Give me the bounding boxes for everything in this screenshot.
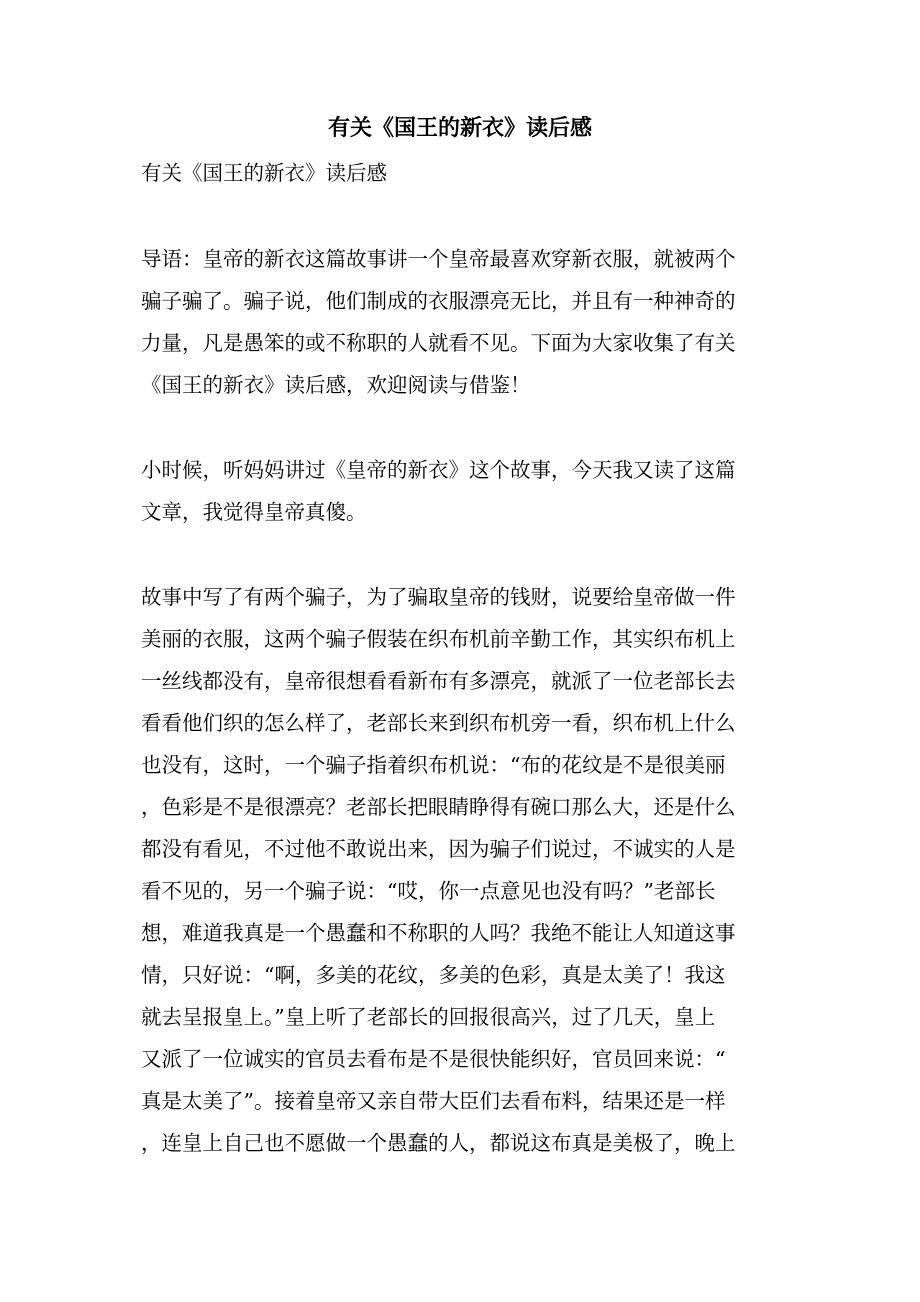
paragraph-3-line-5: 也没有，这时，一个骗子指着织布机说：“布的花纹是不是很美丽 xyxy=(141,753,726,777)
paragraph-3-line-1: 故事中写了有两个骗子，为了骗取皇帝的钱财，说要给皇帝做一件 xyxy=(141,585,736,609)
paragraph-3-line-2: 美丽的衣服，这两个骗子假装在织布机前辛勤工作，其实织布机上 xyxy=(141,627,736,651)
paragraph-3-line-8: 看不见的，另一个骗子说：“哎，你一点意见也没有吗？”老部长 xyxy=(141,879,716,903)
document-subtitle: 有关《国王的新衣》读后感 xyxy=(141,161,387,185)
paragraph-3-line-11: 就去呈报皇上。”皇上听了老部长的回报很高兴，过了几天，皇上 xyxy=(141,1005,716,1029)
paragraph-3-line-7: 都没有看见，不过他不敢说出来，因为骗子们说过，不诚实的人是 xyxy=(141,837,736,861)
paragraph-3-line-12: 又派了一位诚实的官员去看布是不是很快能织好，官员回来说：“ xyxy=(141,1047,726,1071)
paragraph-3-line-4: 看看他们织的怎么样了，老部长来到织布机旁一看，织布机上什么 xyxy=(141,711,736,735)
paragraph-1-line-2: 骗子骗了。骗子说，他们制成的衣服漂亮无比，并且有一种神奇的 xyxy=(141,289,736,313)
paragraph-3-line-3: 一丝线都没有，皇帝很想看看新布有多漂亮，就派了一位老部长去 xyxy=(141,669,736,693)
paragraph-1-line-4: 《国王的新衣》读后感，欢迎阅读与借鉴！ xyxy=(141,373,531,397)
paragraph-3-line-10: 情，只好说：“啊，多美的花纹，多美的色彩，真是太美了！我这 xyxy=(141,963,726,987)
paragraph-3-line-9: 想，难道我真是一个愚蠢和不称职的人吗？我绝不能让人知道这事 xyxy=(141,921,736,945)
paragraph-3-line-13: 真是太美了”。接着皇帝又亲自带大臣们去看布料，结果还是一样 xyxy=(141,1089,726,1113)
paragraph-1-line-3: 力量，凡是愚笨的或不称职的人就看不见。下面为大家收集了有关 xyxy=(141,331,736,355)
paragraph-3-line-6: ，色彩是不是很漂亮？老部长把眼睛睁得有碗口那么大，还是什么 xyxy=(141,795,736,819)
paragraph-2-line-1: 小时候，听妈妈讲过《皇帝的新衣》这个故事，今天我又读了这篇 xyxy=(141,458,736,482)
document-title: 有关《国王的新衣》读后感 xyxy=(327,115,592,141)
paragraph-3-line-14: ，连皇上自己也不愿做一个愚蠢的人，都说这布真是美极了，晚上 xyxy=(141,1131,736,1155)
paragraph-1-line-1: 导语：皇帝的新衣这篇故事讲一个皇帝最喜欢穿新衣服，就被两个 xyxy=(141,247,736,271)
paragraph-2-line-2: 文章，我觉得皇帝真傻。 xyxy=(141,500,367,524)
